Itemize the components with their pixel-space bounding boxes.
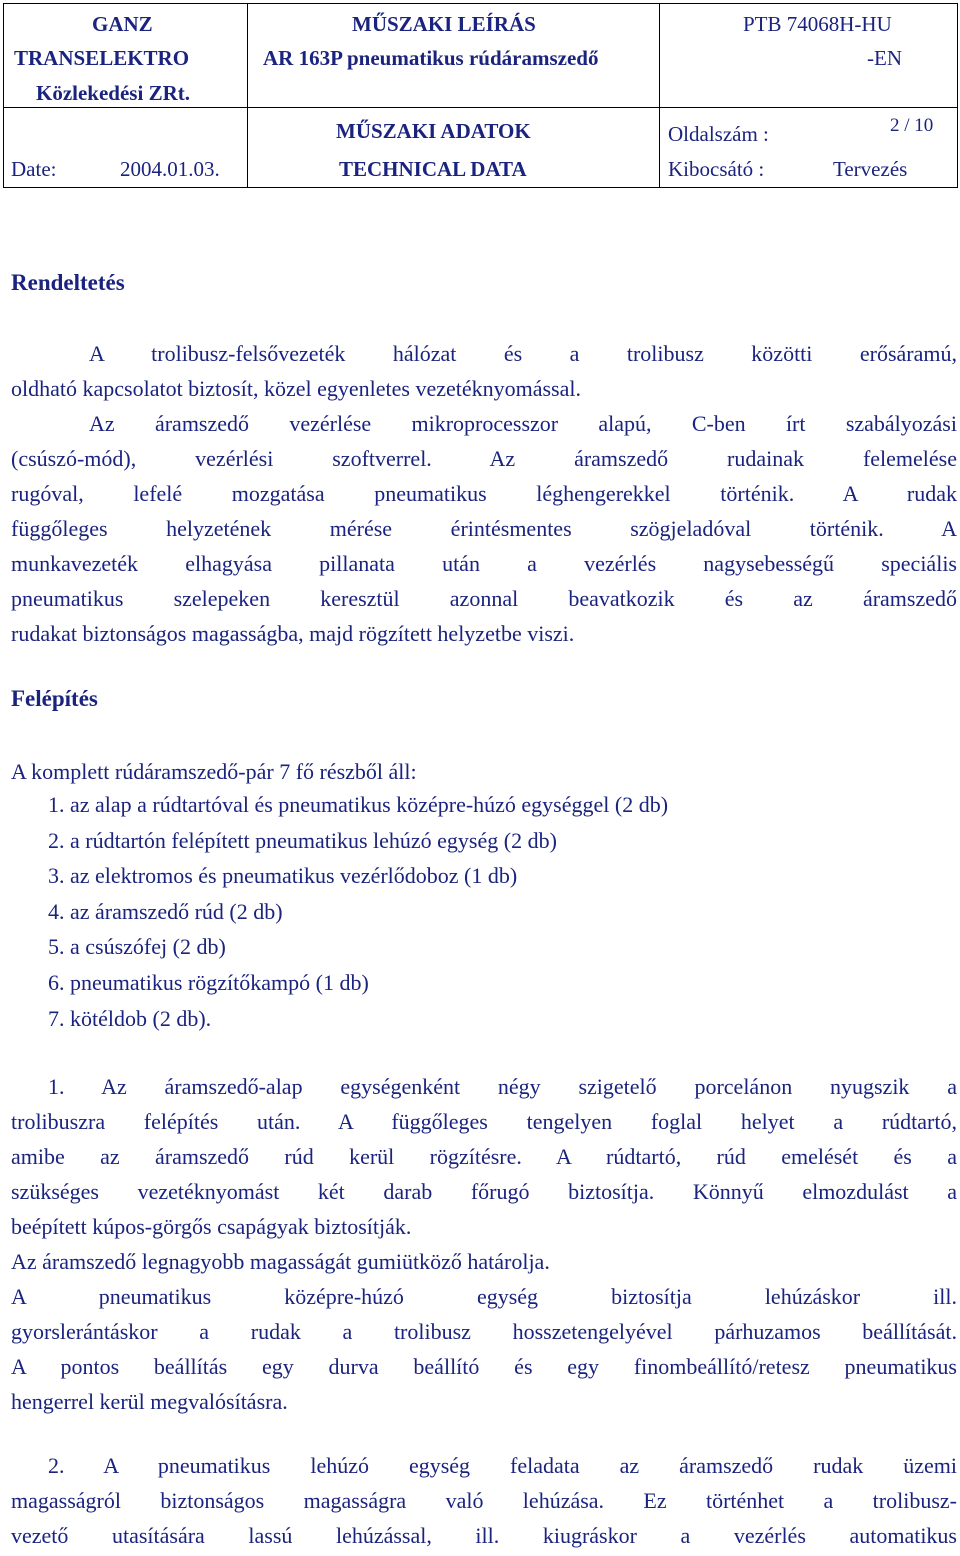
text-line: vezető utasítására lassú lehúzással, ill. kiugráskor a vezérlés automatikus — [11, 1523, 957, 1548]
header-divider-1 — [247, 3, 248, 188]
list-item: 1. az alap a rúdtartóval és pneumatikus középre-húzó egységgel (2 db) — [48, 792, 669, 817]
felepites-intro: A komplett rúdáramszedő-pár 7 fő részből áll: — [11, 759, 417, 784]
list-item: 5. a csúszófej (2 db) — [48, 934, 226, 960]
text-line: hengerrel kerül megvalósításra. — [11, 1389, 288, 1414]
section-heading-felepites: Felépítés — [11, 686, 98, 711]
company-line-1: GANZ — [92, 12, 153, 36]
date-value: 2004.01.03. — [120, 157, 220, 181]
list-item: 3. az elektromos és pneumatikus vezérlődoboz (1 db) — [48, 863, 518, 889]
company-line-2: TRANSELEKTRO — [14, 46, 190, 70]
doc-code-2: -EN — [867, 46, 902, 70]
page-value: 2 / 10 — [890, 115, 934, 136]
text-line: munkavezeték elhagyása pillanata után a vezérlés nagysebességű speciális — [11, 551, 957, 576]
text-line: szükséges vezetéknyomást két darab főrugó biztosítja. Könnyű elmozdulást a — [11, 1179, 957, 1204]
text-line: Az áramszedő legnagyobb magasságát gumiütköző határolja. — [11, 1249, 550, 1274]
text-line: 1. Az áramszedő-alap egységenként négy szigetelő porcelánon nyugszik a — [48, 1074, 957, 1099]
text-line: oldható kapcsolatot biztosít, közel egyenletes vezetéknyomással. — [11, 376, 581, 401]
date-label: Date: — [11, 157, 57, 181]
text-line: gyorslerántáskor a rudak a trolibusz hosszetengelyével párhuzamos beállítását. — [11, 1319, 957, 1344]
text-line: A trolibusz-felsővezeték hálózat és a trolibusz közötti erősáramú, — [89, 341, 957, 366]
list-item: 6. pneumatikus rögzítőkampó (1 db) — [48, 969, 369, 995]
text-line: Az áramszedő vezérlése mikroprocesszor alapú, C-ben írt szabályozási — [89, 411, 957, 436]
text-line: A pneumatikus középre-húzó egység biztosítja lehúzáskor ill. — [11, 1284, 957, 1309]
doc-title-2: AR 163P pneumatikus rúdáramszedő — [263, 46, 599, 70]
list-item: 7. kötéldob (2 db). — [48, 1005, 212, 1031]
text-line: rudakat biztonságos magasságba, majd rögzített helyzetbe viszi. — [11, 621, 575, 646]
text-line: rugóval, lefelé mozgatása pneumatikus léghengerekkel történik. A rudak — [11, 481, 957, 506]
issuer-value: Tervezés — [833, 157, 908, 181]
list-item: 4. az áramszedő rúd (2 db) — [48, 898, 283, 924]
header-row-divider — [3, 107, 958, 108]
section-title-en: TECHNICAL DATA — [339, 157, 527, 181]
text-line: trolibuszra felépítés után. A függőleges tengelyen foglal helyet a rúdtartó, — [11, 1109, 957, 1134]
header-divider-2 — [659, 3, 660, 188]
text-line: függőleges helyzetének mérése érintésmentes szögjeladóval történik. A — [11, 516, 957, 541]
section-title-hu: MŰSZAKI ADATOK — [336, 119, 531, 143]
list-item: 2. a rúdtartón felépített pneumatikus lehúzó egység (2 db) — [48, 827, 557, 853]
text-line: A pontos beállítás egy durva beállító és egy finombeállító/retesz pneumatikus — [11, 1354, 957, 1379]
issuer-label: Kibocsátó : — [668, 157, 765, 181]
text-line: 2. A pneumatikus lehúzó egység feladata az áramszedő rudak üzemi — [48, 1453, 957, 1478]
text-line: amibe az áramszedő rúd kerül rögzítésre. A rúdtartó, rúd emelését és a — [11, 1144, 957, 1169]
text-line: magasságról biztonságos magasságra való lehúzása. Ez történhet a trolibusz- — [11, 1488, 957, 1513]
doc-code-1: PTB 74068H-HU — [743, 12, 892, 36]
parts-list — [48, 787, 668, 1036]
company-line-3: Közlekedési ZRt. — [36, 81, 190, 105]
text-line: beépített kúpos-görgős csapágyak biztosítják. — [11, 1214, 412, 1239]
text-line: (csúszó-mód), vezérlési szoftverrel. Az áramszedő rudainak felemelése — [11, 446, 957, 471]
text-line: pneumatikus szelepeken keresztül azonnal beavatkozik és az áramszedő — [11, 586, 957, 611]
section-heading-rendeltetes: Rendeltetés — [11, 270, 125, 295]
page-label: Oldalszám : — [668, 122, 769, 146]
doc-title-1: MŰSZAKI LEÍRÁS — [352, 12, 536, 36]
